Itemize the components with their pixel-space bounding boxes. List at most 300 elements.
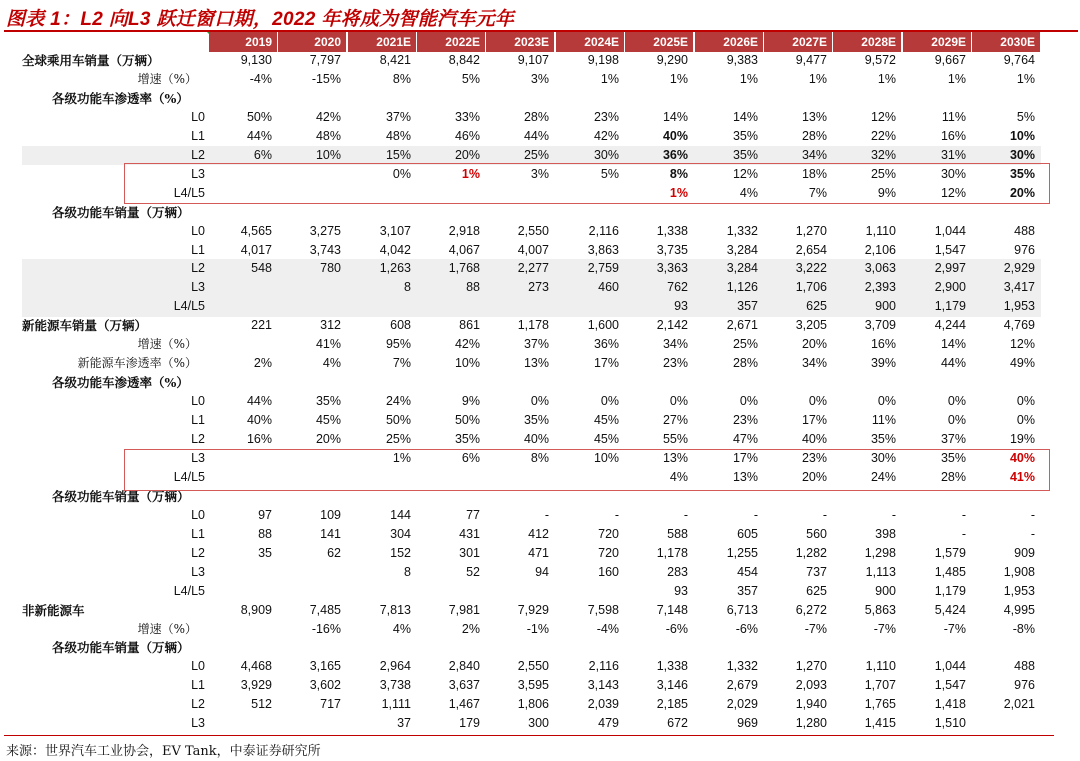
year-header-2021e: 2021E [348,32,416,52]
table-cell: 37 [397,716,411,731]
highlight-box-nev-l3-l45-penetration [124,449,1050,491]
table-cell: 431 [459,526,480,541]
year-header-2022e: 2022E [417,32,485,52]
table-cell: 44% [523,128,549,143]
table-cell: 717 [320,697,341,712]
table-cell: 1,953 [1003,583,1035,598]
table-cell: 2,654 [795,242,827,257]
table-cell: 625 [806,299,827,314]
table-cell: 14% [662,109,688,124]
table-cell: 2,116 [588,659,619,674]
table-cell: 8,842 [448,53,480,67]
table-cell: 1,338 [656,659,688,674]
table-row [0,259,1080,278]
table-cell: 24% [385,394,411,409]
table-cell: 10% [454,356,480,371]
table-cell: 625 [806,583,827,598]
table-cell: 13% [801,109,827,124]
row-label-level: L2 [191,432,205,446]
table-cell: 18% [801,166,827,181]
year-header-2023e: 2023E [486,32,554,52]
table-row [0,278,1080,297]
table-cell: 861 [459,318,480,333]
table-row [0,222,1080,241]
table-cell: - [1030,507,1035,522]
table-cell: 35% [1009,166,1035,181]
table-cell: 0% [600,394,619,409]
table-cell: 5% [461,71,480,86]
table-row [0,563,1080,582]
table-cell: 42% [454,337,480,352]
table-cell: 7,929 [517,602,549,617]
table-cell: 301 [459,545,480,560]
row-label-section: 各级功能车销量（万辆） [52,488,190,504]
table-cell: 12% [732,166,758,181]
table-cell: 4% [739,185,758,200]
row-label-rate: 增速（%） [137,337,197,352]
table-cell: 2,116 [588,223,619,238]
table-cell: -6% [735,621,758,636]
table-cell: 35% [732,128,758,143]
table-cell: 1,547 [934,678,966,693]
table-cell: 8% [392,71,411,86]
table-cell: 28% [732,356,758,371]
table-cell: 605 [737,526,758,541]
table-cell: 10% [315,147,341,162]
table-cell: 1,111 [381,697,411,712]
table-cell: 9,667 [934,53,966,67]
table-cell: 55% [662,432,688,446]
table-cell: 6% [253,147,272,162]
table-cell: 4,769 [1003,318,1035,333]
table-cell: 1,765 [864,697,896,712]
table-cell: 9,383 [726,53,758,67]
table-cell: 62 [327,545,341,560]
table-cell: 15% [385,147,411,162]
table-cell: 19% [1009,432,1035,446]
table-cell: 16% [246,432,272,446]
table-cell: 780 [320,261,341,276]
table-cell: -4% [249,71,272,86]
table-cell: 8 [404,280,411,295]
table-cell: 6,272 [795,602,827,617]
table-cell: 976 [1014,242,1035,257]
table-cell: 398 [875,526,896,541]
table-cell: 900 [875,299,896,314]
table-row [0,297,1080,316]
table-cell: 0% [947,394,966,409]
table-cell: 35% [523,413,549,428]
highlight-box-l3-l45-penetration [124,163,1050,204]
table-cell: -8% [1012,621,1035,636]
table-cell: - [891,507,896,522]
table-cell: 28% [801,128,827,143]
table-row [0,582,1080,601]
row-label-level: L0 [191,394,205,409]
table-cell: 6,713 [726,602,758,617]
table-cell: 25% [870,166,896,181]
table-cell: 42% [593,128,619,143]
table-cell: 7,598 [587,602,619,617]
row-label-level: L3 [191,280,205,295]
table-cell: 4,468 [240,659,272,674]
table-cell: 9,107 [517,53,549,67]
table-row [0,51,1080,70]
table-cell: 33% [454,109,480,124]
table-cell: 40% [523,432,549,446]
table-cell: - [822,507,827,522]
row-label-level: L3 [191,450,205,465]
table-cell: 30% [870,450,896,465]
table-cell: 3,637 [448,678,480,693]
table-cell: 0% [392,166,411,181]
table-cell: 35% [940,450,966,465]
table-cell: 48% [385,128,411,143]
table-row [0,638,1080,657]
table-row [0,146,1080,165]
table-cell: 762 [667,280,688,295]
table-cell: 160 [598,564,619,579]
table-cell: 560 [806,526,827,541]
row-label-rate: 增速（%） [137,621,197,636]
table-cell: 40% [662,128,688,143]
table-cell: 93 [674,299,688,314]
table-cell: 3% [530,166,549,181]
row-label-rate: 增速（%） [137,71,197,86]
table-cell: 44% [246,128,272,143]
table-cell: 1,338 [656,223,688,238]
table-cell: 1,579 [934,545,966,560]
table-cell: 32% [870,147,896,162]
row-label-level: L1 [191,128,205,143]
table-cell: 2,029 [726,697,758,712]
table-cell: - [544,507,549,522]
table-cell: 1% [739,71,758,86]
table-cell: 2,840 [448,659,480,674]
table-row [0,127,1080,146]
table-cell: 88 [258,526,272,541]
table-cell: 8% [669,166,688,181]
table-cell: 0% [739,394,758,409]
table-cell: 20% [454,147,480,162]
table-cell: 4% [669,469,688,484]
table-cell: 3,275 [309,223,341,238]
table-cell: 11% [871,413,896,428]
table-cell: -15% [311,71,341,86]
table-cell: 672 [667,716,688,731]
table-cell: 1,110 [865,223,896,238]
table-cell: 25% [385,432,411,446]
table-cell: 48% [315,128,341,143]
table-row [0,316,1080,335]
table-cell: 1% [1016,71,1035,86]
table-cell: 35% [315,394,341,409]
table-cell: 47% [732,432,758,446]
table-cell: 23% [593,109,619,124]
table-cell: 17% [593,356,619,371]
table-cell: 5% [1016,109,1035,124]
table-cell: 2,900 [934,280,966,295]
table-cell: 41% [1009,469,1035,484]
table-cell: 3,735 [656,242,688,257]
table-cell: 4,042 [379,242,411,257]
table-cell: 4,067 [448,242,480,257]
row-label-level: L0 [191,507,205,522]
table-cell: 35 [258,545,272,560]
year-header-2026e: 2026E [695,32,763,52]
table-row [0,373,1080,392]
table-cell: 8 [404,564,411,579]
row-label-rate: 新能源车渗透率（%） [77,356,197,371]
table-cell: 1,908 [1003,564,1035,579]
table-cell: 1,547 [934,242,966,257]
table-cell: 1,110 [865,659,896,674]
table-cell: 3,284 [726,261,758,276]
table-cell: 2% [253,356,272,371]
table-cell: 488 [1014,659,1035,674]
table-cell: 34% [801,147,827,162]
table-cell: 23% [801,450,827,465]
table-cell: 900 [875,583,896,598]
table-cell: 12% [1009,337,1035,352]
table-cell: -1% [526,621,549,636]
table-cell: 7,485 [309,602,341,617]
table-cell: 1,510 [934,716,966,731]
table-cell: 3,602 [309,678,341,693]
table-cell: 0% [530,394,549,409]
table-row [0,108,1080,127]
table-cell: 52 [466,564,480,579]
table-cell: 27% [662,413,688,428]
table-cell: 12% [940,185,966,200]
table-cell: 35% [454,432,480,446]
table-cell: 2,929 [1003,261,1035,276]
table-row [0,89,1080,108]
table-cell: 2,093 [795,678,827,693]
table-cell: 3,107 [379,223,411,238]
table-cell: 7,797 [309,53,341,67]
table-cell: 50% [454,413,480,428]
table-cell: 24% [870,469,896,484]
table-cell: 304 [390,526,411,541]
table-cell: 40% [801,432,827,446]
table-row [0,695,1080,714]
table-cell: 1,280 [795,716,827,731]
table-cell: 2,106 [864,242,896,257]
table-cell: 4,995 [1003,602,1035,617]
table-cell: -6% [665,621,688,636]
table-cell: 4% [322,356,341,371]
table-cell: 976 [1014,678,1035,693]
table-cell: 3,363 [656,261,688,276]
table-cell: 1,044 [934,659,966,674]
row-label-level: L0 [191,223,205,238]
table-cell: 9,572 [864,53,896,67]
table-cell: 9,130 [240,53,272,67]
table-cell: 50% [246,109,272,124]
table-cell: 28% [523,109,549,124]
table-row [0,506,1080,525]
row-label-section: 各级功能车销量（万辆） [52,640,190,656]
table-cell: 41% [315,337,341,352]
table-cell: 3,222 [795,261,827,276]
table-cell: 34% [662,337,688,352]
table-cell: 0% [808,394,827,409]
table-cell: 0% [1016,413,1035,428]
table-cell: 30% [593,147,619,162]
table-cell: 50% [385,413,411,428]
table-cell: 31% [940,147,966,162]
year-header-2028e: 2028E [833,32,901,52]
table-cell: 0% [669,394,688,409]
table-cell: 13% [732,469,758,484]
table-cell: 37% [523,337,549,352]
table-cell: 2,142 [656,318,688,333]
table-cell: 8,421 [379,53,411,67]
table-cell: 1,044 [934,223,966,238]
table-cell: 95% [385,337,411,352]
table-cell: 25% [523,147,549,162]
table-cell: 312 [320,318,341,333]
table-cell: 1,953 [1003,299,1035,314]
table-cell: 3,863 [587,242,619,257]
table-cell: 37% [940,432,966,446]
year-header-2025e: 2025E [625,32,693,52]
table-cell: 1,467 [448,697,480,712]
table-cell: 7% [392,356,411,371]
table-cell: 1,706 [795,280,827,295]
table-cell: 3% [530,71,549,86]
table-cell: 9,290 [656,53,688,67]
table-cell: 2,039 [587,697,619,712]
table-cell: 1,178 [656,545,688,560]
table-cell: 17% [732,450,758,465]
row-label-level: L3 [191,166,205,181]
year-header-2019: 2019 [209,32,277,52]
table-cell: 471 [528,545,549,560]
table-cell: 588 [667,526,688,541]
table-cell: 1,126 [726,280,758,295]
table-cell: 25% [732,337,758,352]
table-cell: 35% [870,432,896,446]
table-cell: 77 [466,507,480,522]
table-cell: 909 [1014,545,1035,560]
table-cell: 10% [1009,128,1035,143]
table-cell: 2,185 [656,697,688,712]
row-label-section: 各级功能车渗透率（%） [52,375,189,391]
table-row [0,544,1080,563]
row-label-level: L1 [191,413,205,428]
year-header-2027e: 2027E [764,32,832,52]
table-cell: 4,017 [240,242,272,257]
table-cell: 30% [1009,147,1035,162]
table-cell: 720 [598,545,619,560]
table-cell: 548 [251,261,272,276]
table-row [0,601,1080,620]
table-cell: 49% [1009,356,1035,371]
table-cell: 13% [523,356,549,371]
table-cell: -7% [804,621,827,636]
table-row [0,620,1080,639]
table-cell: 20% [801,469,827,484]
table-cell: 7,981 [448,602,480,617]
row-label-level: L3 [191,716,205,731]
table-cell: 3,709 [864,318,896,333]
table-cell: 2,277 [517,261,549,276]
table-cell: 479 [598,716,619,731]
table-cell: 1,600 [587,318,619,333]
table-cell: - [614,507,619,522]
table-row [0,392,1080,411]
table-cell: 1,298 [864,545,896,560]
table-cell: 488 [1014,223,1035,238]
table-cell: 5% [600,166,619,181]
table-cell: 4,244 [934,318,966,333]
table-cell: - [683,507,688,522]
source-note: 来源：世界汽车工业协会，EV Tank，中泰证券研究所 [6,744,321,759]
year-header-2024e: 2024E [556,32,624,52]
table-cell: 2,021 [1003,697,1035,712]
table-cell: 94 [535,564,549,579]
table-cell: 1% [947,71,966,86]
table-cell: 0% [947,413,966,428]
row-label-level: L4/L5 [173,299,205,314]
table-cell: 44% [940,356,966,371]
table-cell: 9,477 [795,53,827,67]
table-cell: 141 [320,526,341,541]
table-cell: 460 [598,280,619,295]
table-cell: 357 [737,583,758,598]
table-cell: 45% [315,413,341,428]
table-cell: 88 [466,280,480,295]
table-cell: 9,764 [1003,53,1035,67]
table-cell: 3,738 [379,678,411,693]
row-label-main: 非新能源车 [22,602,85,618]
row-label-level: L0 [191,659,205,674]
row-label-level: L0 [191,109,205,124]
table-cell: 1,415 [864,716,896,731]
table-cell: 40% [246,413,272,428]
table-cell: 7,813 [379,602,411,617]
figure-title: 图表 1：L2 向L3 跃迁窗口期，2022 年将成为智能汽车元年 [6,9,515,30]
row-label-level: L4/L5 [173,469,205,484]
table-cell: -16% [311,621,341,636]
table-cell: 7% [808,185,827,200]
table-cell: 1% [669,71,688,86]
table-cell: 1% [808,71,827,86]
table-row [0,676,1080,695]
table-cell: 1,707 [864,678,896,693]
table-cell: 273 [528,280,549,295]
table-cell: 1% [669,185,688,200]
table-cell: 13% [662,450,688,465]
table-cell: 4,007 [517,242,549,257]
row-label-level: L4/L5 [173,185,205,200]
table-cell: 1% [877,71,896,86]
row-label-level: L3 [191,564,205,579]
table-row [0,430,1080,449]
table-cell: 9% [461,394,480,409]
year-header-row [200,32,1041,52]
table-cell: 44% [246,394,272,409]
table-cell: 0% [877,394,896,409]
table-cell: 39% [870,356,896,371]
table-cell: 3,284 [726,242,758,257]
table-cell: - [753,507,758,522]
table-cell: 28% [940,469,966,484]
table-cell: 1,940 [795,697,827,712]
table-cell: 1,113 [865,564,896,579]
